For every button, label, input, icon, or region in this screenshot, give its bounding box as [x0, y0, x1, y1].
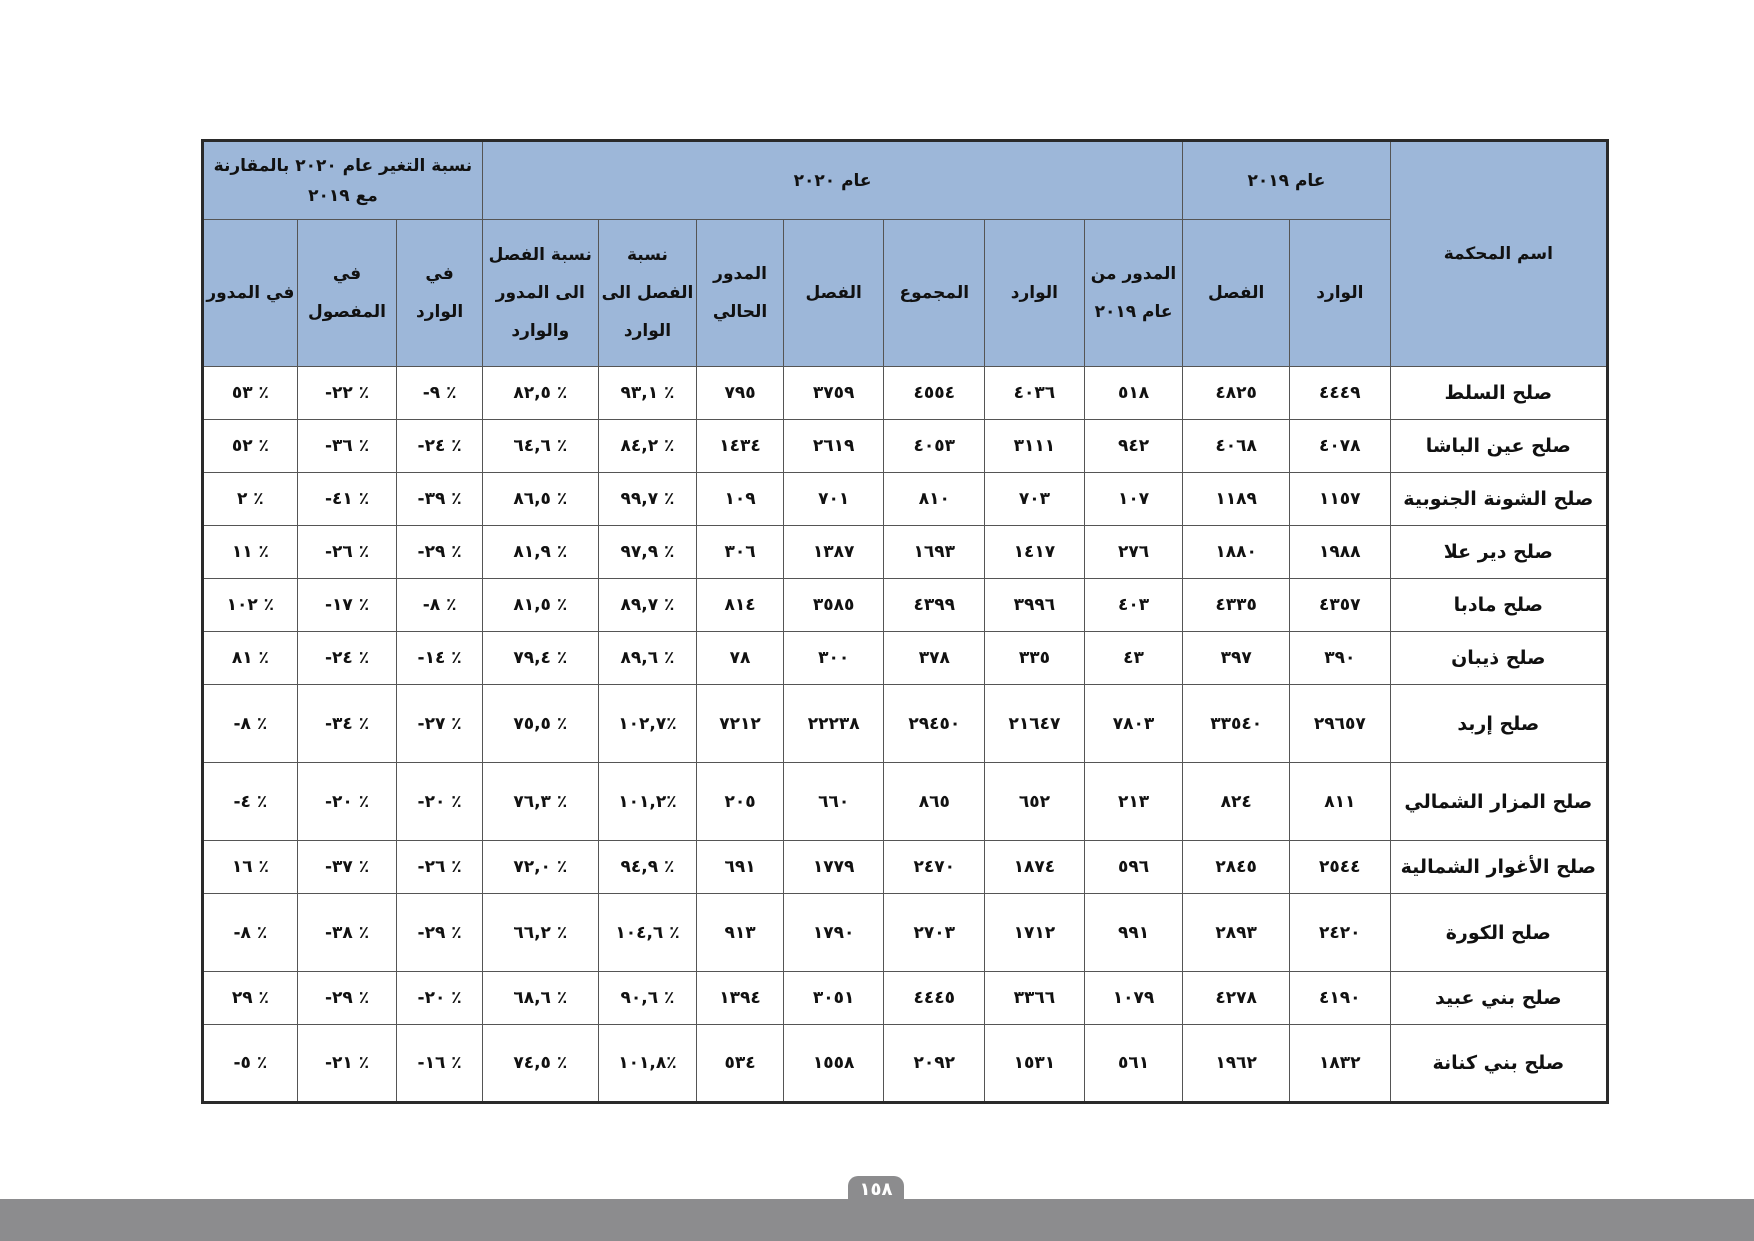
court-name-cell: صلح بني عبيد	[1390, 972, 1607, 1025]
header-year-2020: عام ٢٠٢٠	[482, 141, 1182, 220]
table-cell: ٢٨٤٥	[1183, 841, 1290, 894]
table-cell: ٪ ٣٤-	[297, 685, 397, 763]
table-cell: ٤٣٥٧	[1290, 579, 1391, 632]
court-name-cell: صلح إربد	[1390, 685, 1607, 763]
table-cell: ٣٣٦٦	[985, 972, 1085, 1025]
table-cell: ٪ ٧٩,٤	[482, 632, 598, 685]
table-cell: ٢٧٦	[1084, 526, 1183, 579]
table-cell: ١٤١٧	[985, 526, 1085, 579]
table-cell: ٪ ٢٩-	[297, 972, 397, 1025]
table-cell: ٪ ٨١,٩	[482, 526, 598, 579]
table-cell: ٣١١١	[985, 420, 1085, 473]
table-cell: ١٠٧	[1084, 473, 1183, 526]
table-row	[203, 841, 1608, 894]
table-cell: ٪ ٩-	[397, 367, 483, 420]
table-cell: ٤٥٥٤	[884, 367, 985, 420]
table-cell: ٪ ٨٢,٥	[482, 367, 598, 420]
header-sub-2020-incoming: الوارد	[985, 220, 1085, 367]
table-cell: ٩٤٢	[1084, 420, 1183, 473]
table-cell: ٣٩٩٦	[985, 579, 1085, 632]
table-cell: ٣٩٠	[1290, 632, 1391, 685]
table-cell: ٪ ٢	[203, 473, 298, 526]
table-cell: ٢٧٠٣	[884, 894, 985, 972]
table-cell: ٪ ٥-	[203, 1025, 298, 1103]
table-cell: ٦٩١	[697, 841, 784, 894]
table-cell: ٤٠٥٣	[884, 420, 985, 473]
table-cell: ٢٥٤٤	[1290, 841, 1391, 894]
table-cell: ١٤٣٤	[697, 420, 784, 473]
table-cell: ٪ ٨٩,٧	[598, 579, 697, 632]
header-change-percentage: نسبة التغير عام ٢٠٢٠ بالمقارنة مع ٢٠١٩	[203, 141, 483, 220]
table-cell: ٤٠٧٨	[1290, 420, 1391, 473]
court-name-cell: صلح المزار الشمالي	[1390, 763, 1607, 841]
table-row	[203, 632, 1608, 685]
header-sub-2020-resolved: الفصل	[783, 220, 884, 367]
table-cell: ٪ ٧٥,٥	[482, 685, 598, 763]
header-sub-carried-from-2019: المدور من عام ٢٠١٩	[1084, 220, 1183, 367]
header-sub-current-carried: المدور الحالي	[697, 220, 784, 367]
table-cell: ١٠٩	[697, 473, 784, 526]
table-cell: ٢٨٩٣	[1183, 894, 1290, 972]
court-name-cell: صلح الشونة الجنوبية	[1390, 473, 1607, 526]
table-cell: ٪ ١٠٢	[203, 579, 298, 632]
table-cell: ٢٩٤٥٠	[884, 685, 985, 763]
table-cell: ٪ ٨٩,٦	[598, 632, 697, 685]
header-court-name: اسم المحكمة	[1390, 141, 1607, 367]
table-cell: ٣٧٥٩	[783, 367, 884, 420]
table-cell: ٪ ٨٦,٥	[482, 473, 598, 526]
table-cell: ٪ ٥٢	[203, 420, 298, 473]
header-sub-2019-incoming: الوارد	[1290, 220, 1391, 367]
table-cell: ٪ ١١	[203, 526, 298, 579]
table-cell: ٪ ٨١,٥	[482, 579, 598, 632]
table-cell: ٪ ٢٠-	[397, 972, 483, 1025]
table-cell: ٪ ٨-	[203, 685, 298, 763]
table-cell: ٦٥٢	[985, 763, 1085, 841]
table-cell: ٧٠٣	[985, 473, 1085, 526]
table-cell: ٪ ١٦-	[397, 1025, 483, 1103]
table-row	[203, 763, 1608, 841]
header-sub-change-resolved: في المفصول	[297, 220, 397, 367]
court-name-cell: صلح مادبا	[1390, 579, 1607, 632]
table-cell: ٪ ٦٨,٦	[482, 972, 598, 1025]
table-cell: ٨٦٥	[884, 763, 985, 841]
table-cell: ٣٥٨٥	[783, 579, 884, 632]
table-cell: ٨١٤	[697, 579, 784, 632]
court-name-cell: صلح دير علا	[1390, 526, 1607, 579]
footer-bar	[0, 1199, 1754, 1241]
header-sub-ratio-resolved-carried-incoming: نسبة الفصل الى المدور والوارد	[482, 220, 598, 367]
table-cell: ٪ ٩٣,١	[598, 367, 697, 420]
table-cell: ١٩٦٢	[1183, 1025, 1290, 1103]
table-cell: ٪ ٢٩-	[397, 526, 483, 579]
table-cell: ٣٠٥١	[783, 972, 884, 1025]
table-cell: ١١٨٩	[1183, 473, 1290, 526]
table-cell: ١١٥٧	[1290, 473, 1391, 526]
table-cell: ٢٤٢٠	[1290, 894, 1391, 972]
table-cell: ٢٠٥	[697, 763, 784, 841]
table-cell: ٤٠٣٦	[985, 367, 1085, 420]
table-cell: ٪ ١٧-	[297, 579, 397, 632]
table-cell: ٪ ٧٦,٣	[482, 763, 598, 841]
header-sub-change-incoming: في الوارد	[397, 220, 483, 367]
table-cell: ٣٣٥٤٠	[1183, 685, 1290, 763]
table-cell: ٪ ٢٩-	[397, 894, 483, 972]
table-row	[203, 685, 1608, 763]
table-cell: ٥٦١	[1084, 1025, 1183, 1103]
table-cell: ٢٤٧٠	[884, 841, 985, 894]
table-cell: ١٨٨٠	[1183, 526, 1290, 579]
table-cell: ٪ ٣٨-	[297, 894, 397, 972]
table-cell: ٪ ٢٦-	[397, 841, 483, 894]
table-cell: ٪ ٦٦,٢	[482, 894, 598, 972]
table-cell: ٪ ٢٢-	[297, 367, 397, 420]
table-cell: ٩٩١	[1084, 894, 1183, 972]
table-cell: ١٧٧٩	[783, 841, 884, 894]
table-cell: ١٣٨٧	[783, 526, 884, 579]
table-cell: ٪ ٣٦-	[297, 420, 397, 473]
table-row	[203, 526, 1608, 579]
court-name-cell: صلح الأغوار الشمالية	[1390, 841, 1607, 894]
table-cell: ٪ ٥٣	[203, 367, 298, 420]
table-cell: ٪ ١٦	[203, 841, 298, 894]
court-name-cell: صلح ذيبان	[1390, 632, 1607, 685]
header-year-2019: عام ٢٠١٩	[1183, 141, 1390, 220]
table-cell: ٪ ٩٩,٧	[598, 473, 697, 526]
table-cell: ٪ ٢٤-	[397, 420, 483, 473]
table-cell: ٪ ٢٦-	[297, 526, 397, 579]
table-cell: ٤٠٣	[1084, 579, 1183, 632]
table-row	[203, 894, 1608, 972]
table-cell: ١٧١٢	[985, 894, 1085, 972]
table-cell: ١٠٧٩	[1084, 972, 1183, 1025]
table-cell: ٣٠٦	[697, 526, 784, 579]
table-row	[203, 972, 1608, 1025]
table-cell: ٪ ١٠٤,٦	[598, 894, 697, 972]
table-cell: ٨٢٤	[1183, 763, 1290, 841]
table-cell: ٤٣٩٩	[884, 579, 985, 632]
table-cell: ٧٨	[697, 632, 784, 685]
table-cell: ٪ ١٤-	[397, 632, 483, 685]
table-cell: ٤٨٢٥	[1183, 367, 1290, 420]
table-cell: ٩١٣	[697, 894, 784, 972]
table-cell: ٧٩٥	[697, 367, 784, 420]
table-cell: ١٩٨٨	[1290, 526, 1391, 579]
header-sub-ratio-resolved-incoming: نسبة الفصل الى الوارد	[598, 220, 697, 367]
table-cell: ٪ ٤١-	[297, 473, 397, 526]
table-cell: ٤٤٤٩	[1290, 367, 1391, 420]
table-cell: ٢١٣	[1084, 763, 1183, 841]
table-cell: ٪ ٢٠-	[397, 763, 483, 841]
table-cell: ٪ ٩٧,٩	[598, 526, 697, 579]
table-cell: ٤٣٣٥	[1183, 579, 1290, 632]
court-name-cell: صلح السلط	[1390, 367, 1607, 420]
table-cell: ١٦٩٣	[884, 526, 985, 579]
table-cell: ٤٣	[1084, 632, 1183, 685]
table-row	[203, 473, 1608, 526]
table-cell: ٤١٩٠	[1290, 972, 1391, 1025]
table-cell: ٪ ٩٤,٩	[598, 841, 697, 894]
table-cell: ٢٠٩٢	[884, 1025, 985, 1103]
table-cell: ٪ ٩٠,٦	[598, 972, 697, 1025]
table-cell: ٪ ٨-	[397, 579, 483, 632]
table-cell: ٢٢٢٣٨	[783, 685, 884, 763]
table-cell: ١٧٩٠	[783, 894, 884, 972]
table-row	[203, 1025, 1608, 1103]
court-statistics-table	[201, 139, 1609, 1104]
table-cell: ١٣٩٤	[697, 972, 784, 1025]
table-cell: ٤٠٦٨	[1183, 420, 1290, 473]
table-cell: ٪١٠١,٢	[598, 763, 697, 841]
table-cell: ٥١٨	[1084, 367, 1183, 420]
table-cell: ٢١٦٤٧	[985, 685, 1085, 763]
table-cell: ٪ ٧٤,٥	[482, 1025, 598, 1103]
table-row	[203, 420, 1608, 473]
table-cell: ٥٩٦	[1084, 841, 1183, 894]
table-cell: ٪ ٨١	[203, 632, 298, 685]
table-cell: ٪١٠٢,٧	[598, 685, 697, 763]
table-cell: ٧٠١	[783, 473, 884, 526]
table-cell: ٪١٠١,٨	[598, 1025, 697, 1103]
table-cell: ٪ ٦٤,٦	[482, 420, 598, 473]
table-cell: ٢٩٦٥٧	[1290, 685, 1391, 763]
table-cell: ٣٠٠	[783, 632, 884, 685]
table-cell: ٤٤٤٥	[884, 972, 985, 1025]
table-cell: ٪ ٢٧-	[397, 685, 483, 763]
table-cell: ٨١١	[1290, 763, 1391, 841]
table-cell: ٨١٠	[884, 473, 985, 526]
page-number: ١٥٨	[848, 1176, 904, 1202]
table-cell: ٪ ٨-	[203, 894, 298, 972]
header-sub-change-carried: في المدور	[203, 220, 298, 367]
table-cell: ٪ ٣٩-	[397, 473, 483, 526]
table-row	[203, 579, 1608, 632]
court-name-cell: صلح عين الباشا	[1390, 420, 1607, 473]
table-cell: ١٥٣١	[985, 1025, 1085, 1103]
table-cell: ٦٦٠	[783, 763, 884, 841]
table-cell: ٥٣٤	[697, 1025, 784, 1103]
table-cell: ٣٧٨	[884, 632, 985, 685]
table-cell: ٪ ٨٤,٢	[598, 420, 697, 473]
table-cell: ١٨٧٤	[985, 841, 1085, 894]
header-sub-total: المجموع	[884, 220, 985, 367]
court-name-cell: صلح الكورة	[1390, 894, 1607, 972]
table-cell: ٪ ٣٧-	[297, 841, 397, 894]
table-cell: ٣٣٥	[985, 632, 1085, 685]
table-cell: ٤٢٧٨	[1183, 972, 1290, 1025]
header-sub-2019-resolved: الفصل	[1183, 220, 1290, 367]
table-cell: ٪ ٧٢,٠	[482, 841, 598, 894]
table-cell: ٧٢١٢	[697, 685, 784, 763]
table-row	[203, 367, 1608, 420]
court-name-cell: صلح بني كنانة	[1390, 1025, 1607, 1103]
table-cell: ٪ ٢٩	[203, 972, 298, 1025]
table-cell: ٪ ٢١-	[297, 1025, 397, 1103]
table-cell: ٪ ٢٤-	[297, 632, 397, 685]
table-cell: ٪ ٤-	[203, 763, 298, 841]
table-cell: ٢٦١٩	[783, 420, 884, 473]
table-cell: ٣٩٧	[1183, 632, 1290, 685]
table-cell: ١٥٥٨	[783, 1025, 884, 1103]
table-cell: ٧٨٠٣	[1084, 685, 1183, 763]
table-cell: ٪ ٢٠-	[297, 763, 397, 841]
table-cell: ١٨٣٢	[1290, 1025, 1391, 1103]
